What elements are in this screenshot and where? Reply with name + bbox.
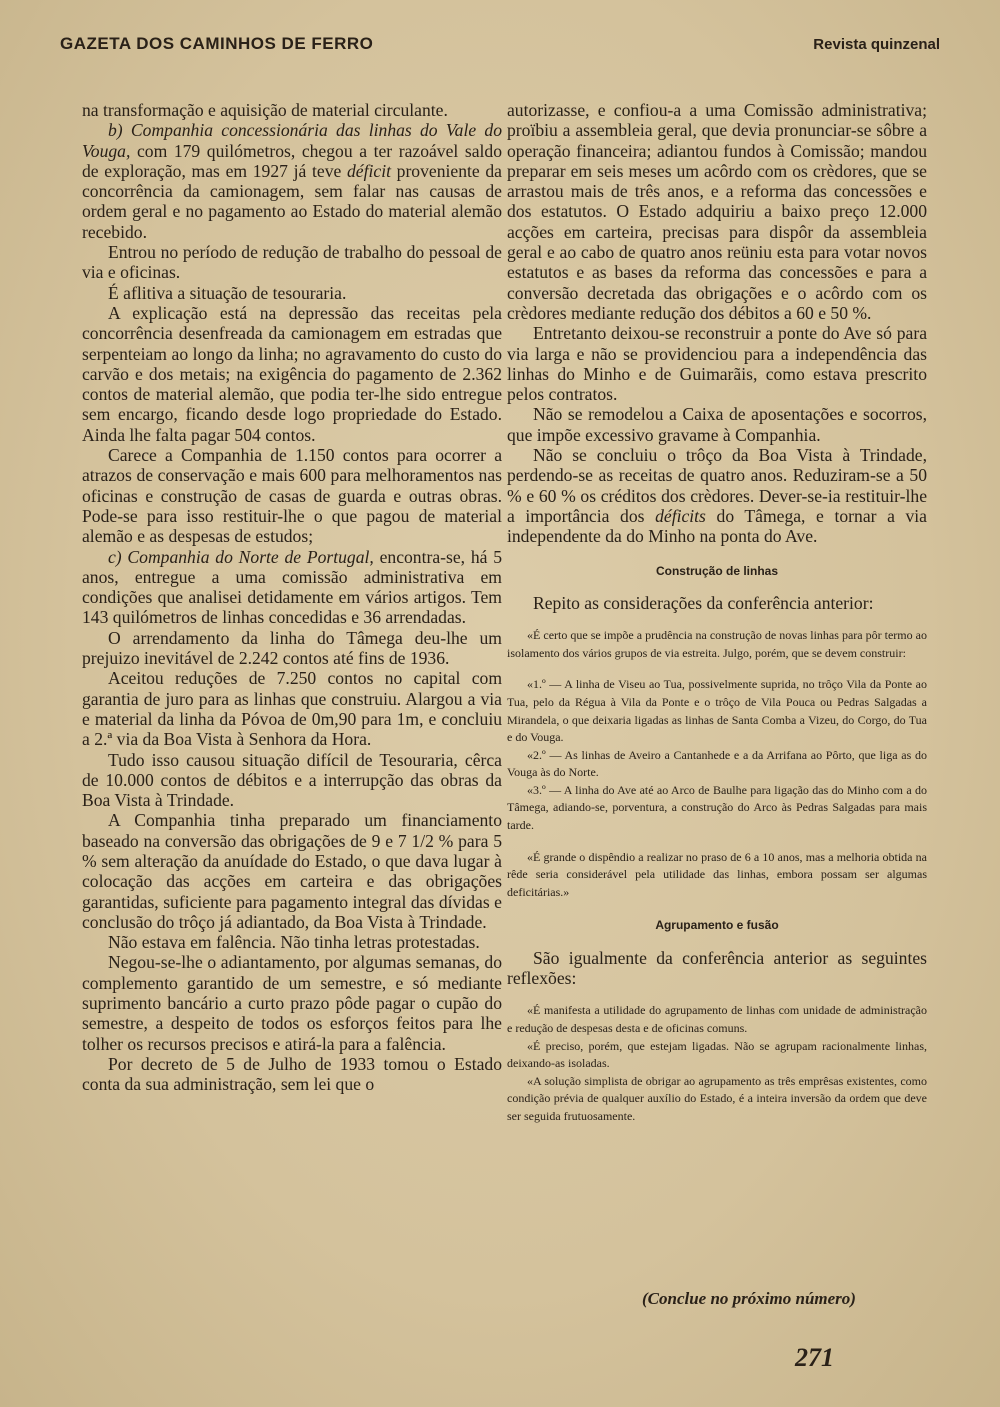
paragraph: Não se remodelou a Caixa de aposentações e socorros, que impõe excessivo gravame à Companhia. <box>507 404 927 445</box>
paragraph: Entrou no período de redução de trabalho do pessoal de via e oficinas. <box>82 242 502 283</box>
continuation-note: (Conclue no próximo número) <box>642 1289 856 1308</box>
quote-paragraph: «1.º — A linha de Viseu ao Tua, possivelmente suprida, no trôço Vila da Ponte ao Tua, pelo da Régua à Vila da Ponte e o trôço de Vila Pouca ou Pedras Salgadas a Mirandela, o que deixaria ligadas as linhas de Santa Comba a Vizeu, do Corgo, do Tua e do Vouga. <box>507 677 927 745</box>
italic-heading: c) Companhia do Norte de Portugal, <box>108 546 374 567</box>
quote-paragraph: «A solução simplista de obrigar ao agrupamento as três emprêsas existentes, como condição prévia de qualquer auxílio do Estado, é a inteira inversão da ordem que deve ser seguida frutuosamente. <box>507 1073 927 1123</box>
paragraph: Negou-se-lhe o adiantamento, por algumas semanas, do complemento garantido de um semestre, e só mediante suprimento bancário a curto prazo pôde pagar o cupão do semestre, a despeito de todos os esforços feitos para lhe tolher os recursos precisos e atirá-la para a falência. <box>82 952 502 1054</box>
page-number: 271 <box>795 1343 834 1372</box>
section-heading: Agrupamento e fusão <box>655 918 779 933</box>
paragraph: Por decreto de 5 de Julho de 1933 tomou o Estado conta da sua administração, sem lei que o <box>82 1053 502 1095</box>
paragraph-text: com 179 quilómetros, chegou a ter razoável saldo de exploração, mas em 1927 já teve <box>82 140 502 181</box>
paragraph: A explicação está na depressão das receitas pela concorrência desenfreada da camionagem em estradas que serpenteiam ao longo da linha; no agravamento do custo do carvão e dos metais; na exigência do pagamento de 2.362 contos de material alemão, que podia ter-lhe sido entregue sem encargo, ficando desde logo propriedade do Estado. Ainda lhe falta pagar 504 contos. <box>82 302 502 445</box>
paragraph <box>82 547 502 628</box>
paragraph: Tudo isso causou situação difícil de Tesouraria, cêrca de 10.000 contos de débitos e a interrupção das obras da Boa Vista à Trindade. <box>82 749 502 811</box>
paragraph: São igualmente da conferência anterior as seguintes reflexões: <box>507 947 927 989</box>
quote-block <box>507 676 927 834</box>
paragraph: autorizasse, e confiou-a a uma Comissão administrativa; proïbiu a assembleia geral, que devia pronunciar-se sôbre a operação financeira; adiantou fundos à Comissão; mandou preparar em seis meses um acôrdo com os crèdores, que se arrastou mais de três anos, e a reforma das concessões e dos estatutos. O Estado adquiriu a baixo preço 12.000 acções em carteira, precisas para dispôr da assembleia geral e ao cabo de quatro anos reüniu esta para votar novos estatutos e as bases da reforma das concessões e para a conversão decretada das obrigações e o acôrdo com os crèdores mediante redução dos débitos a 60 e 50 %. <box>507 100 927 323</box>
italic-heading: b) Companhia concessionária das linhas do Vale do Vouga, <box>82 120 502 161</box>
paragraph: O arrendamento da linha do Tâmega deu-lhe um prejuizo inevitável de 2.242 contos até fins de 1936. <box>82 627 502 669</box>
paragraph: Não estava em falência. Não tinha letras protestadas. <box>108 932 480 953</box>
paragraph: A Companhia tinha preparado um financiamento baseado na conversão das obrigações de 9 e 7 1/2 % para 5 % sem alteração da anuídade do Estado, o que dava lugar à colocação das acções em carteira e das obrigações garantidas, suficiente para pagamento integral das dívidas e conclusão do trôço já adiantado, da Boa Vista à Trindade. <box>82 810 502 932</box>
paragraph: na transformação e aquisição de material circulante. <box>82 100 448 120</box>
paragraph: É aflitiva a situação de tesouraria. <box>108 282 347 303</box>
page-header <box>60 34 940 60</box>
left-column <box>82 100 502 1095</box>
quote-paragraph: «É preciso, porém, que estejam ligadas. Não se agrupam racionalmente linhas, deixando-as isoladas. <box>507 1038 927 1071</box>
journal-subtitle: Revista quinzenal <box>813 36 940 53</box>
quote-block <box>507 849 927 902</box>
quote-block <box>507 1002 927 1125</box>
paragraph: Entretanto deixou-se reconstruir a ponte do Ave só para via larga e não se providenciou para a independência das linhas do Minho e de Guimarãis, como estava prescrito pelos contratos. <box>507 323 927 405</box>
paragraph: Aceitou reduções de 7.250 contos no capital com garantia de juro para as linhas que construiu. Alargou a via e material da linha da Póvoa de 0m,90 para 1m, e concluiu a 2.ª via da Boa Vista à Senhora da Hora. <box>82 668 502 750</box>
paragraph <box>507 445 927 546</box>
quote-paragraph: «3.º — A linha do Ave até ao Arco de Baulhe para ligação das do Minho com a do Tâmega, adiando-se, porventura, a construção do Arco às Pedras Salgadas para mais tarde. <box>507 782 927 833</box>
right-column <box>507 100 927 1125</box>
quote-paragraph: «É certo que se impõe a prudência na construção de novas linhas para pôr termo ao isolamento dos vários grupos de via estreita. Julgo, porém, que se devem construir: <box>507 628 927 660</box>
section-heading: Construção de linhas <box>655 563 779 578</box>
quote-block <box>507 627 927 662</box>
journal-title: GAZETA DOS CAMINHOS DE FERRO <box>60 34 374 53</box>
italic-word: déficits <box>655 505 706 526</box>
paragraph <box>82 120 502 242</box>
paragraph-text: encontra-se, há 5 anos, entregue a uma comissão administrativa em condições que analisei detidamente em vários artigos. Tem 143 quilómetros de linhas concedidas e 36 arrendadas. <box>82 546 502 628</box>
paragraph: Carece a Companhia de 1.150 contos para ocorrer a atrazos de conservação e mais 600 para melhoramentos nas oficinas e construção de casas de guarda e outras obras. Pode-se para isso restituir-lhe o que pagou de material alemão e as despesas de estudos; <box>82 445 502 547</box>
paragraph: Repito as considerações da conferência anterior: <box>533 592 874 613</box>
quote-paragraph: «2.º — As linhas de Aveiro a Cantanhede e a da Arrifana ao Pôrto, que liga as do Vouga às do Norte. <box>507 747 927 780</box>
paragraph-text: proveniente da concorrência da camionagem, sem falar nas causas de ordem geral e no pagamento ao Estado do material alemão recebido. <box>82 160 502 242</box>
quote-paragraph: «É grande o dispêndio a realizar no praso de 6 a 10 anos, mas a melhoria obtida na rêde seria considerável pela utilidade das linhas, embora possam ser algumas deficitárias.» <box>507 849 927 899</box>
paragraph-text: Não se concluiu o trôço da Boa Vista à Trindade, perdendo-se as receitas de quatro anos. Reduziram-se a 50 % e 60 % os créditos dos crèdores. Dever-se-ia restituir-lhe a importância dos <box>507 445 927 526</box>
paragraph-text: do Tâmega, e tornar a via independente da do Minho na ponta do Ave. <box>507 505 927 547</box>
quote-paragraph: «É manifesta a utilidade do agrupamento de linhas com unidade de administração e redução de despesas desta e de oficinas comuns. <box>507 1003 927 1035</box>
italic-word: déficit <box>347 160 391 181</box>
